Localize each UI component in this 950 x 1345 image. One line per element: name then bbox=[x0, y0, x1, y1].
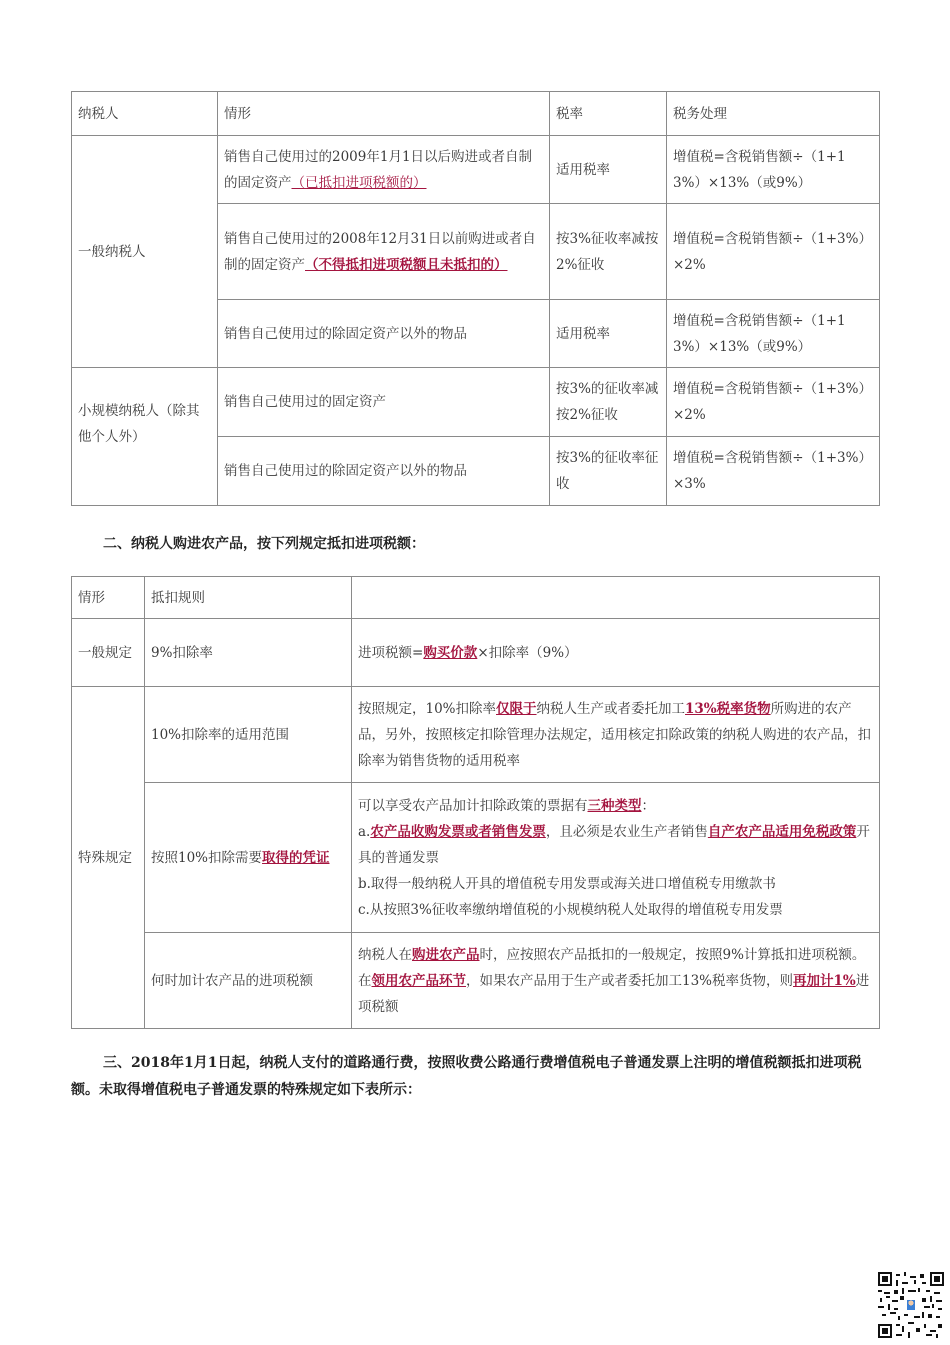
agricultural-deduction-table bbox=[71, 576, 880, 1029]
header-cell bbox=[352, 577, 880, 619]
rate-cell: 按3%的征收率征收 bbox=[550, 437, 667, 506]
header-cell: 税率 bbox=[550, 92, 667, 136]
group-label-small-scale: 小规模纳税人（除其他个人外） bbox=[72, 368, 218, 506]
desc-cell: 纳税人在购进农产品时，应按照农产品抵扣的一般规定，按照9%计算抵扣进项税额。在领用农产品环节，如果农产品用于生产或者委托加工13%税率货物，则再加计1%进项税额 bbox=[352, 933, 880, 1029]
rate-cell: 适用税率 bbox=[550, 136, 667, 204]
desc-line: c.从按照3%征收率缴纳增值税的小规模纳税人处取得的增值税专用发票 bbox=[358, 901, 783, 918]
table-row bbox=[72, 619, 880, 687]
header-cell: 抵扣规则 bbox=[145, 577, 352, 619]
treatment-cell: 增值税=含税销售额÷（1+3%）×2% bbox=[667, 368, 880, 437]
header-cell: 纳税人 bbox=[72, 92, 218, 136]
general-rule-label: 一般规定 bbox=[72, 619, 145, 687]
taxpayer-table bbox=[71, 91, 880, 506]
table-header-row bbox=[72, 92, 880, 136]
rate-cell: 按3%的征收率减按2%征收 bbox=[550, 368, 667, 437]
rule-cell: 9%扣除率 bbox=[145, 619, 352, 687]
treatment-cell: 增值税=含税销售额÷（1+13%）×13%（或9%） bbox=[667, 300, 880, 368]
desc-cell bbox=[352, 783, 880, 933]
situation-cell: 销售自己使用过的除固定资产以外的物品 bbox=[218, 300, 550, 368]
rule-cell: 10%扣除率的适用范围 bbox=[145, 687, 352, 783]
treatment-cell: 增值税=含税销售额÷（1+3%）×2% bbox=[667, 204, 880, 300]
section-heading-2: 二、纳税人购进农产品，按下列规定抵扣进项税额： bbox=[103, 536, 425, 552]
table-row bbox=[72, 368, 880, 437]
rate-cell: 按3%征收率减按2%征收 bbox=[550, 204, 667, 300]
rate-cell: 适用税率 bbox=[550, 300, 667, 368]
table-header-row bbox=[72, 577, 880, 619]
situation-cell: 销售自己使用过的2008年12月31日以前购进或者自制的固定资产（不得抵扣进项税额且未抵扣的） bbox=[218, 204, 550, 300]
desc-cell: 按照规定，10%扣除率仅限于纳税人生产或者委托加工13%税率货物所购进的农产品，另外，按照核定扣除管理办法规定，适用核定扣除政策的纳税人购进的农产品，扣除率为销售货物的适用税率 bbox=[352, 687, 880, 783]
table-row bbox=[72, 136, 880, 204]
group-label-general: 一般纳税人 bbox=[72, 136, 218, 368]
rule-cell: 按照10%扣除需要取得的凭证 bbox=[145, 783, 352, 933]
section-paragraph-3: 三、2018年1月1日起，纳税人支付的道路通行费，按照收费公路通行费增值税电子普通发票上注明的增值税额抵扣进项税额。未取得增值税电子普通发票的特殊规定如下表所示： bbox=[71, 1055, 862, 1098]
header-cell: 情形 bbox=[218, 92, 550, 136]
qr-code-icon bbox=[878, 1272, 944, 1338]
desc-cell: 进项税额=购买价款×扣除率（9%） bbox=[352, 619, 880, 687]
header-cell: 税务处理 bbox=[667, 92, 880, 136]
treatment-cell: 增值税=含税销售额÷（1+13%）×13%（或9%） bbox=[667, 136, 880, 204]
desc-line: 可以享受农产品加计扣除政策的票据有三种类型： bbox=[358, 797, 655, 814]
desc-line: b.取得一般纳税人开具的增值税专用发票或海关进口增值税专用缴款书 bbox=[358, 875, 776, 892]
treatment-cell: 增值税=含税销售额÷（1+3%）×3% bbox=[667, 437, 880, 506]
situation-cell: 销售自己使用过的2009年1月1日以后购进或者自制的固定资产（已抵扣进项税额的） bbox=[218, 136, 550, 204]
table-row bbox=[72, 687, 880, 783]
rule-cell: 何时加计农产品的进项税额 bbox=[145, 933, 352, 1029]
header-cell: 情形 bbox=[72, 577, 145, 619]
situation-cell: 销售自己使用过的固定资产 bbox=[218, 368, 550, 437]
desc-line: a.农产品收购发票或者销售发票，且必须是农业生产者销售自产农产品适用免税政策开具的普通发票 bbox=[358, 823, 870, 866]
special-rule-label: 特殊规定 bbox=[72, 687, 145, 1029]
situation-cell: 销售自己使用过的除固定资产以外的物品 bbox=[218, 437, 550, 506]
table-row bbox=[72, 933, 880, 1029]
table-row bbox=[72, 783, 880, 933]
